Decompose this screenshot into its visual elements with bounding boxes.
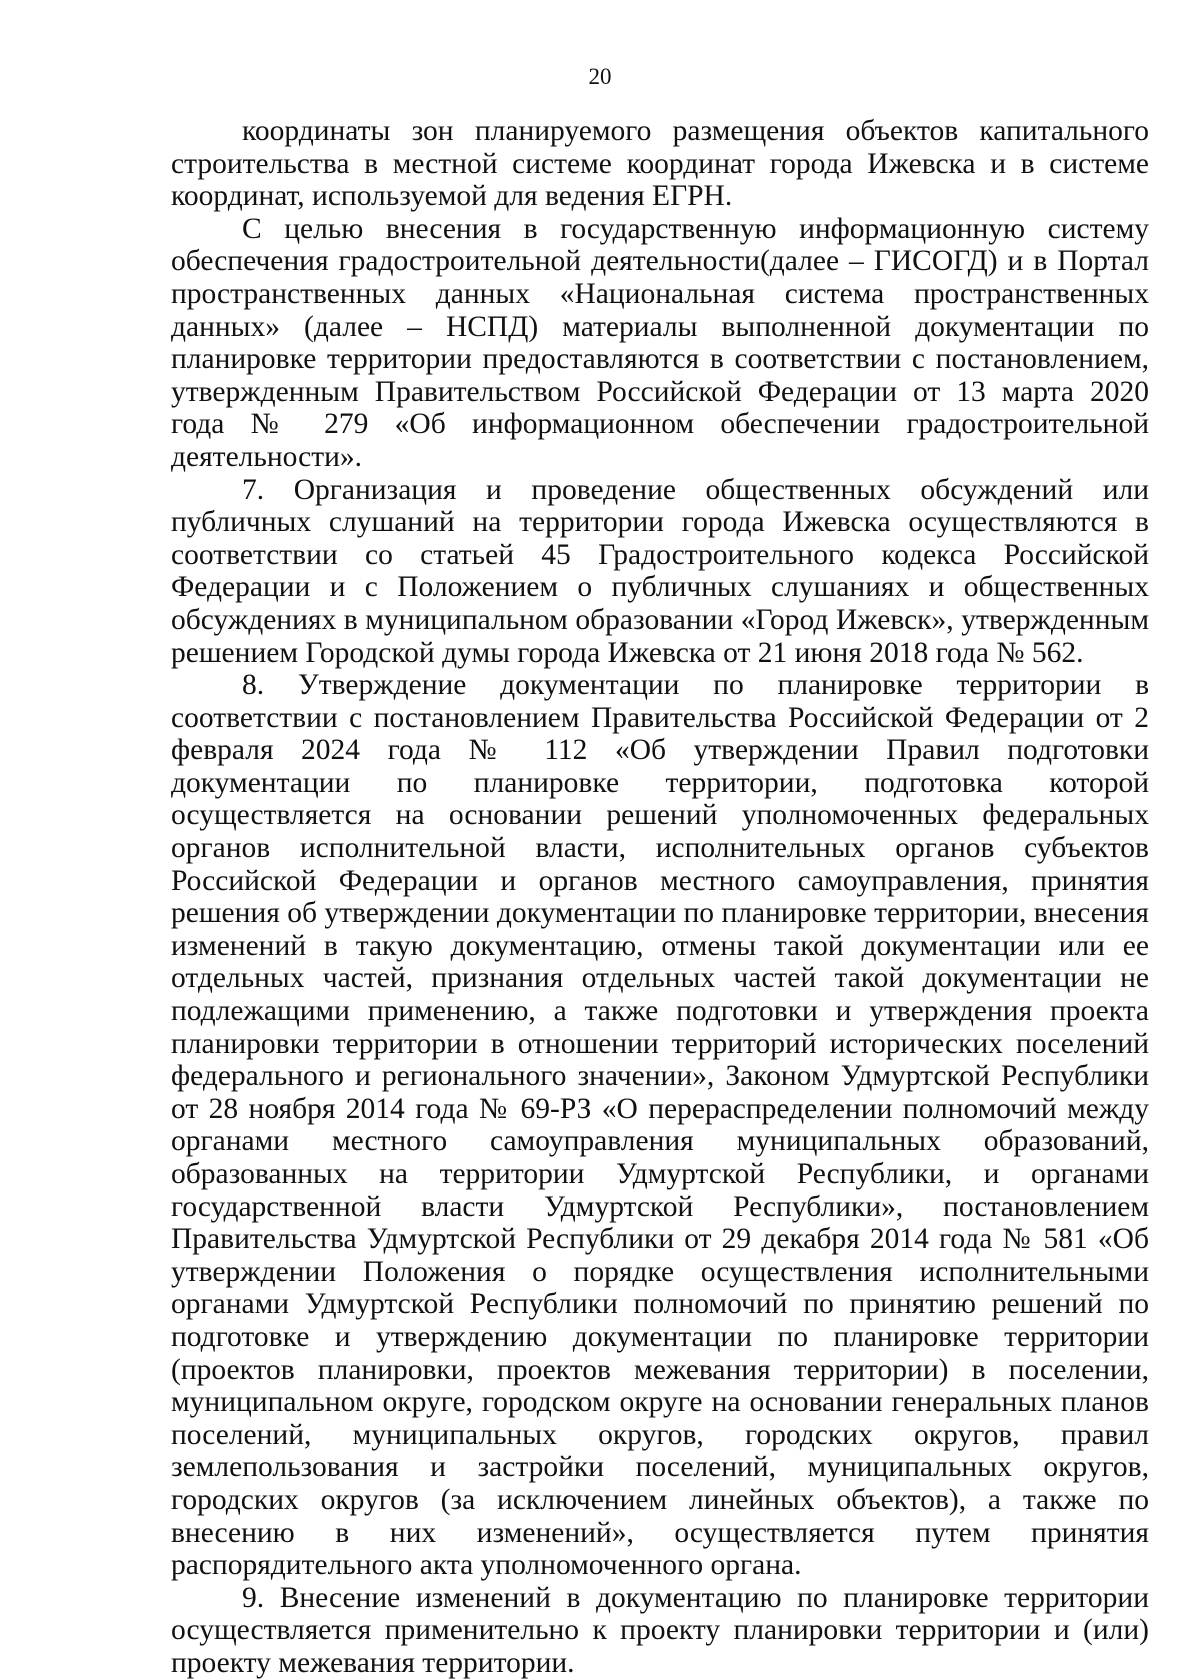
paragraph-gisogd: С целью внесения в государственную информационную систему обеспечения градостроительной деятельности(далее – ГИСОГД) и в Портал пространственных данных «Национальная система пространственных данных» (далее – НСПД) материалы выполненной документации по планировке территории предоставляются в соответствии с постановлением, утвержденным Правительством Российской Федерации от 13 марта 2020 года № 279 «Об информационном обеспечении градостроительной деятельности».: [171, 212, 1149, 473]
paragraph-item-9: 9. Внесение изменений в документацию по планировке территории осуществляется применительно к проекту планировки территории и (или) проекту межевания территории.: [171, 1581, 1149, 1679]
paragraph-coordinates: координаты зон планируемого размещения объектов капитального строительства в местной системе координат города Ижевска и в системе координат, используемой для ведения ЕГРН.: [171, 115, 1149, 213]
paragraph-item-8: 8. Утверждение документации по планировке территории в соответствии с постановлением Правительства Российской Федерации от 2 февраля 2024 года № 112 «Об утверждении Правил подготовки документации по планировке территории, подготовка которой осуществляется на основании решений уполномоченных федеральных органов исполнительной власти, исполнительных органов субъектов Российской Федерации и органов местного самоуправления, принятия решения об утверждении документации по планировке территории, внесения изменений в такую документацию, отмены такой документации или ее отдельных частей, признания отдельных частей такой документации не подлежащими применению, а также подготовки и утверждения проекта планировки территории в отношении территорий исторических поселений федерального и регионального значении», Законом Удмуртской Республики от 28 ноября 2014 года № 69-РЗ «О перераспределении полномочий между органами местного самоуправления муниципальных образований, образованных на территории Удмуртской Республики, и органами государственной власти Удмуртской Республики», постановлением Правительства Удмуртской Республики от 29 декабря 2014 года № 581 «Об утверждении Положения о порядке осуществления исполнительными органами Удмуртской Республики полномочий по принятию решений по подготовке и утверждению документации по планировке территории (проектов планировки, проектов межевания территории) в поселении, муниципальном округе, городском округе на основании генеральных планов поселений, муниципальных округов, городских округов, правил землепользования и застройки поселений, муниципальных округов, городских округов (за исключением линейных объектов), а также по внесению в них изменений», осуществляется путем принятия распорядительного акта уполномоченного органа.: [171, 669, 1149, 1582]
page-number: 20: [588, 64, 612, 89]
paragraph-item-7: 7. Организация и проведение общественных обсуждений или публичных слушаний на территории города Ижевска осуществляются в соответствии со статьей 45 Градостроительного кодекса Российской Федерации и с Положением о публичных слушаниях и общественных обсуждениях в муниципальном образовании «Город Ижевск», утвержденным решением Городской думы города Ижевска от 21 июня 2018 года № 562.: [171, 473, 1149, 669]
document-body: [171, 115, 1149, 1680]
